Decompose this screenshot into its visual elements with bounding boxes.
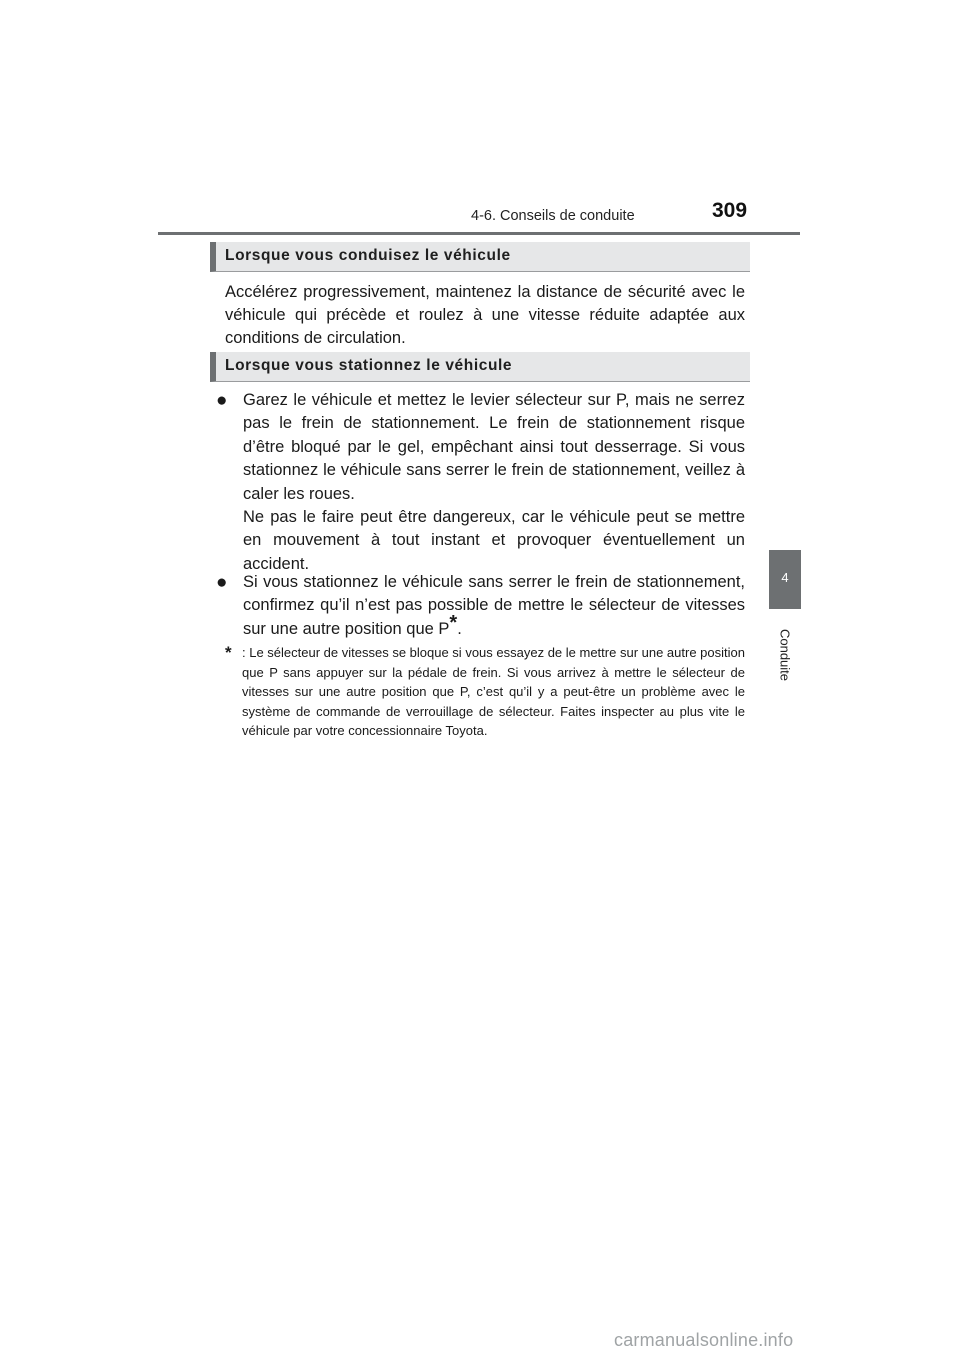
section-heading-text: Lorsque vous stationnez le véhicule	[225, 357, 513, 374]
chapter-tab	[769, 550, 801, 609]
parking-bullet-item	[216, 571, 745, 641]
footnote-marker: *	[225, 643, 232, 662]
section-heading-driving	[210, 242, 750, 272]
footnote-text: : Le sélecteur de vitesses se bloque si vous essayez de le mettre sur une autre position que P sans appuyer sur la pédale de frein. Si vous arrivez à mettre le sélecteur de vitesses sur une autre position que P, c’est qu’il y a peut-être un problème avec le système de commande de verrouillage de sélecteur. Faites inspecter au plus vite le véhicule par votre concessionnaire Toyota.	[242, 645, 745, 739]
driving-paragraph: Accélérez progressivement, maintenez la distance de sécurité avec le véhicule qui précède et roulez à une vitesse réduite adaptée aux conditions de circulation.	[225, 283, 745, 347]
bullet-continuation: Ne pas le faire peut être dangereux, car le véhicule peut se mettre en mouvement à tout instant et provoquer éventuellement un accident.	[243, 508, 745, 573]
chapter-number: 4	[781, 570, 789, 585]
footnote-reference: *	[449, 611, 458, 634]
chapter-label	[768, 620, 802, 690]
chapter-label-text: Conduite	[777, 628, 793, 682]
section-heading-parking	[210, 352, 750, 382]
footnote	[225, 643, 745, 741]
bullet-text: Garez le véhicule et mettez le levier sélecteur sur P, mais ne serrez pas le frein de stationnement. Le frein de stationnement risque d’être bloqué par le gel, empêchant ainsi tout desserrage. Si vous stationnez le véhicule sans serrer le frein de stationnement, veillez à caler les roues.	[243, 391, 745, 503]
bullet-text	[243, 571, 745, 641]
parking-bullet-item	[216, 389, 745, 576]
watermark: carmanualsonline.info	[614, 1330, 794, 1350]
section-heading-text: Lorsque vous conduisez le véhicule	[225, 247, 511, 264]
bullet-icon: ●	[216, 572, 228, 593]
page-number: 309	[712, 199, 748, 222]
header-rule	[158, 232, 800, 235]
chapter-section-title: 4-6. Conseils de conduite	[471, 208, 635, 224]
bullet-text-end: .	[457, 619, 462, 638]
bullet-text-body: Si vous stationnez le véhicule sans serrer le frein de stationnement, confirmez qu’il n’est pas possible de mettre le sélecteur de vitesses sur une autre position que P	[243, 573, 745, 638]
bullet-icon: ●	[216, 390, 228, 411]
